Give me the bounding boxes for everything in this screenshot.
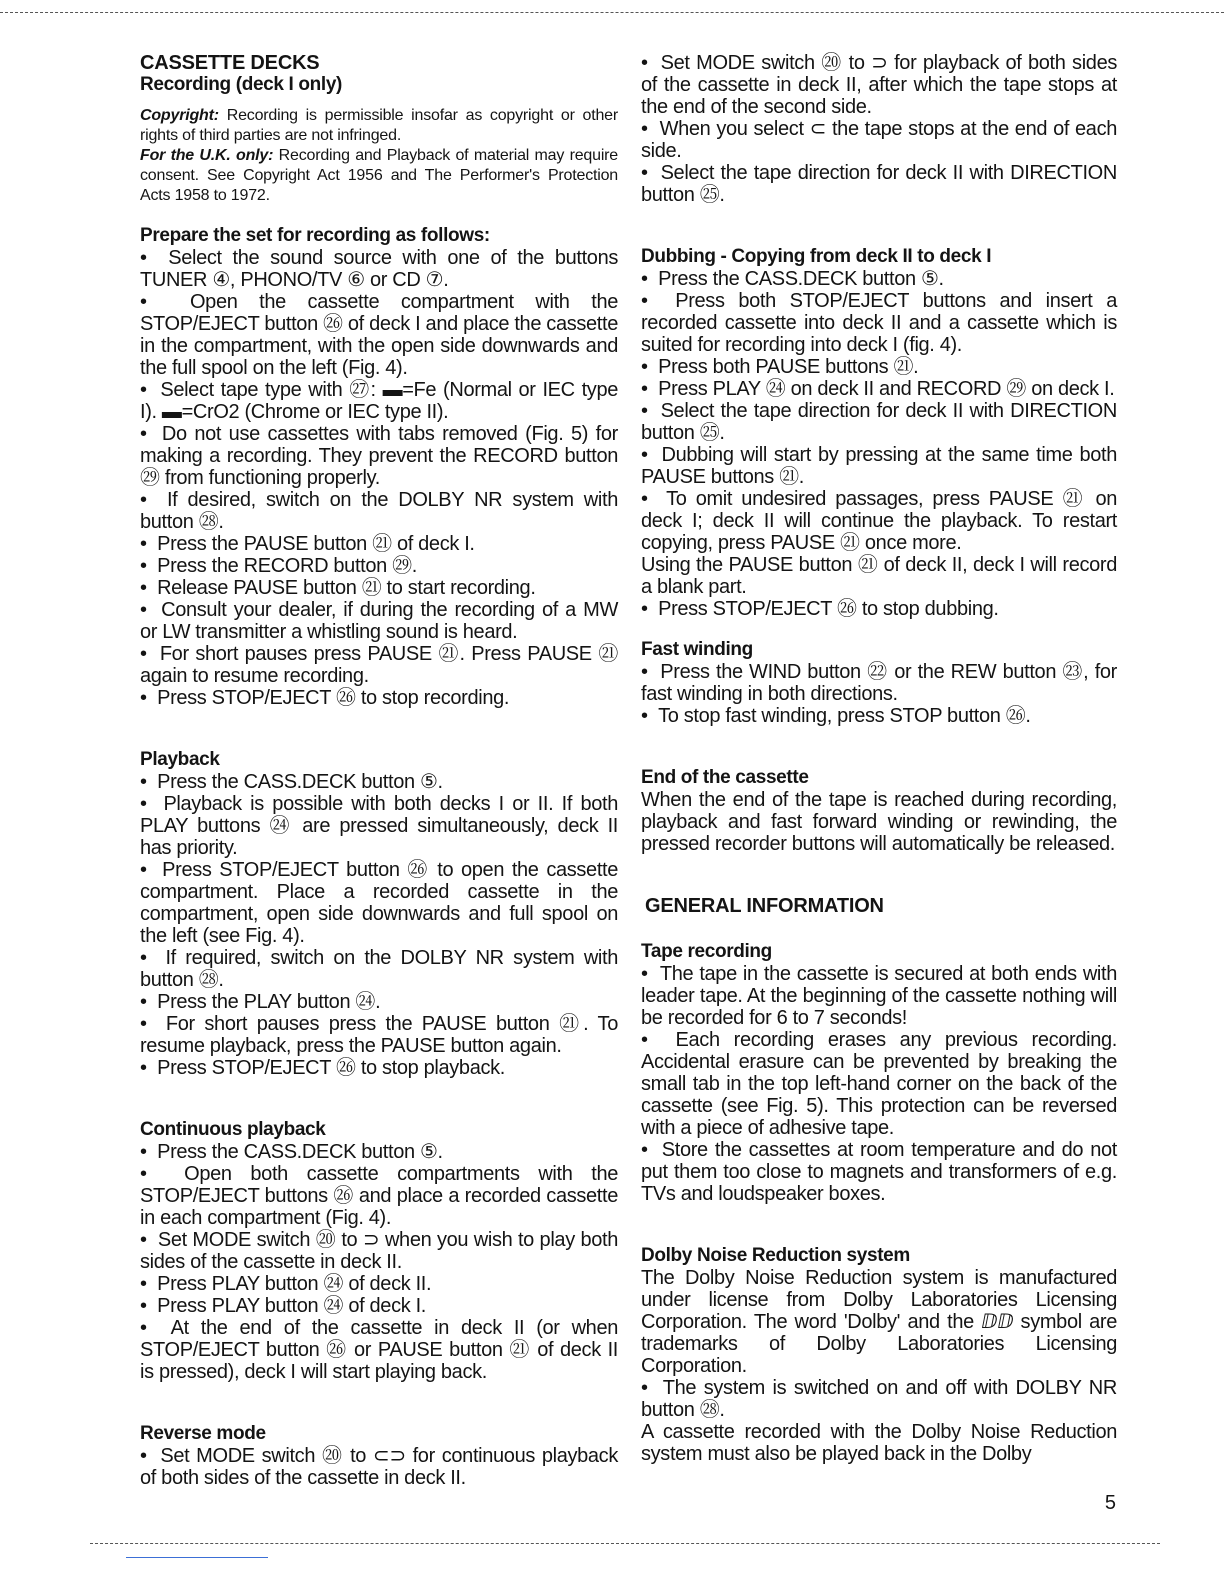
top-scan-edge xyxy=(0,12,1224,13)
heading-dubbing: Dubbing - Copying from deck II to deck I xyxy=(641,246,992,267)
heading-reverse-mode: Reverse mode xyxy=(140,1423,266,1444)
left-column xyxy=(140,52,618,1489)
list-item: • Press PLAY button ㉔ of deck I. xyxy=(140,1295,618,1317)
list-item: • Press STOP/EJECT ㉖ to stop recording. xyxy=(140,687,618,709)
list-item: • Set MODE switch ⑳ to ⊃ when you wish to play both sides of the cassette in deck II. xyxy=(140,1229,618,1273)
list-item: • Press PLAY button ㉔ of deck II. xyxy=(140,1273,618,1295)
list-item: • Press STOP/EJECT ㉖ to stop playback. xyxy=(140,1057,618,1079)
list-item: • Press PLAY ㉔ on deck II and RECORD ㉙ on deck I. xyxy=(641,378,1117,400)
list-item: • Press the PLAY button ㉔. xyxy=(140,991,618,1013)
heading-fast-winding: Fast winding xyxy=(641,639,753,660)
list-item: • Press the CASS.DECK button ⑤. xyxy=(140,1141,618,1163)
list-item: • To stop fast winding, press STOP button ㉖. xyxy=(641,705,1117,727)
list-item: • Playback is possible with both decks I or II. If both PLAY buttons ㉔ are pressed simultaneously, deck II has priority. xyxy=(140,793,618,859)
list-item: • Press both STOP/EJECT buttons and insert a recorded cassette into deck II and a cassette which is suited for recording into deck I (fig. 4). xyxy=(641,290,1117,356)
list-item: • The system is switched on and off with DOLBY NR button ㉘. xyxy=(641,1377,1117,1421)
list-item: • Press the RECORD button ㉙. xyxy=(140,555,618,577)
list-item: • Consult your dealer, if during the recording of a MW or LW transmitter a whistling sound is heard. xyxy=(140,599,618,643)
bottom-scan-edge xyxy=(90,1543,1160,1544)
list-item: • Store the cassettes at room temperature and do not put them too close to magnets and transformers of e.g. TVs and loudspeaker boxes. xyxy=(641,1139,1117,1205)
section-title-general-information: GENERAL INFORMATION xyxy=(645,895,884,917)
list-item: • Press the WIND button ㉒ or the REW button ㉓, for fast winding in both directions. xyxy=(641,661,1117,705)
heading-prepare: Prepare the set for recording as follows: xyxy=(140,225,490,246)
list-item: • Press both PAUSE buttons ㉑. xyxy=(641,356,1117,378)
dolby-last-text: A cassette recorded with the Dolby Noise Reduction system must also be played back in the Dolby xyxy=(641,1421,1117,1465)
list-item: • If required, switch on the DOLBY NR system with button ㉘. xyxy=(140,947,618,991)
list-item: • Press the CASS.DECK button ⑤. xyxy=(641,268,1117,290)
list-item: • To omit undesired passages, press PAUSE ㉑ on deck I; deck II will continue the playback. To restart copying, press PAUSE ㉑ once more. xyxy=(641,488,1117,554)
end-of-cassette-text: When the end of the tape is reached during recording, playback and fast forward winding or rewinding, the pressed recorder buttons will automatically be released. xyxy=(641,789,1117,855)
heading-continuous-playback: Continuous playback xyxy=(140,1119,326,1140)
list-item: • Do not use cassettes with tabs removed (Fig. 5) for making a recording. They prevent the RECORD button ㉙ from functioning properly. xyxy=(140,423,618,489)
right-column xyxy=(641,52,1117,1465)
list-item: • Press STOP/EJECT ㉖ to stop dubbing. xyxy=(641,598,1117,620)
heading-dolby: Dolby Noise Reduction system xyxy=(641,1245,910,1266)
list-item: • For short pauses press PAUSE ㉑. Press PAUSE ㉑ again to resume recording. xyxy=(140,643,618,687)
list-item: • Release PAUSE button ㉑ to start recording. xyxy=(140,577,618,599)
list-item: • Select the tape direction for deck II with DIRECTION button ㉕. xyxy=(641,162,1117,206)
list-item: • Set MODE switch ⑳ to ⊂⊃ for continuous playback of both sides of the cassette in deck II. xyxy=(140,1445,618,1489)
section-title-cassette-decks: CASSETTE DECKS xyxy=(140,52,320,74)
list-item: • At the end of the cassette in deck II (or when STOP/EJECT button ㉖ or PAUSE button ㉑ of deck II is pressed), deck I will start playing back. xyxy=(140,1317,618,1383)
list-item: • Select tape type with ㉗: ▬=Fe (Normal or IEC type I). ▬=CrO2 (Chrome or IEC type II). xyxy=(140,379,618,423)
page-number: 5 xyxy=(1104,1492,1116,1514)
list-item: • If desired, switch on the DOLBY NR system with button ㉘. xyxy=(140,489,618,533)
link-underline xyxy=(126,1557,268,1558)
list-item: • Press STOP/EJECT button ㉖ to open the cassette compartment. Place a recorded cassette in the compartment, open side downwards and full spool on the left (see Fig. 4). xyxy=(140,859,618,947)
list-item: • Dubbing will start by pressing at the same time both PAUSE buttons ㉑. xyxy=(641,444,1117,488)
list-item: • The tape in the cassette is secured at both ends with leader tape. At the beginning of the cassette nothing will be recorded for 6 to 7 seconds! xyxy=(641,963,1117,1029)
heading-recording: Recording (deck I only) xyxy=(140,74,343,95)
dolby-text: The Dolby Noise Reduction system is manufactured under license from Dolby Laboratories Licensing Corporation. The word 'Dolby' and the ⅅⅅ symbol are trademarks of Dolby Laboratories Licensing Corporation. xyxy=(641,1267,1117,1377)
list-item: • Each recording erases any previous recording. Accidental erasure can be prevented by breaking the small tab in the top left-hand corner on the back of the cassette (see Fig. 5). This protection can be reversed with a piece of adhesive tape. xyxy=(641,1029,1117,1139)
list-item: • Press the CASS.DECK button ⑤. xyxy=(140,771,618,793)
list-item: • Open the cassette compartment with the STOP/EJECT button ㉖ of deck I and place the cassette in the compartment, with the open side downwards and the full spool on the left (Fig. 4). xyxy=(140,291,618,379)
list-item: • Set MODE switch ⑳ to ⊃ for playback of both sides of the cassette in deck II, after which the tape stops at the end of the second side. xyxy=(641,52,1117,118)
heading-tape-recording: Tape recording xyxy=(641,941,772,962)
list-item: • Open both cassette compartments with the STOP/EJECT buttons ㉖ and place a recorded cassette in each compartment (Fig. 4). xyxy=(140,1163,618,1229)
list-item: • For short pauses press the PAUSE button ㉑. To resume playback, press the PAUSE button again. xyxy=(140,1013,618,1057)
list-item: • Select the tape direction for deck II with DIRECTION button ㉕. xyxy=(641,400,1117,444)
uk-note: For the U.K. only: Recording and Playback of material may require consent. See Copyright Act 1956 and The Performer's Protection Acts 1958 to 1972. xyxy=(140,147,618,204)
copyright-note: Copyright: Recording is permissible insofar as copyright or other rights of third parties are not infringed. xyxy=(140,107,618,144)
dubbing-note: Using the PAUSE button ㉑ of deck II, deck I will record a blank part. xyxy=(641,554,1117,598)
list-item: • Select the sound source with one of the buttons TUNER ④, PHONO/TV ⑥ or CD ⑦. xyxy=(140,247,618,291)
list-item: • When you select ⊂ the tape stops at the end of each side. xyxy=(641,118,1117,162)
list-item: • Press the PAUSE button ㉑ of deck I. xyxy=(140,533,618,555)
heading-playback: Playback xyxy=(140,749,220,770)
heading-end-of-cassette: End of the cassette xyxy=(641,767,809,788)
